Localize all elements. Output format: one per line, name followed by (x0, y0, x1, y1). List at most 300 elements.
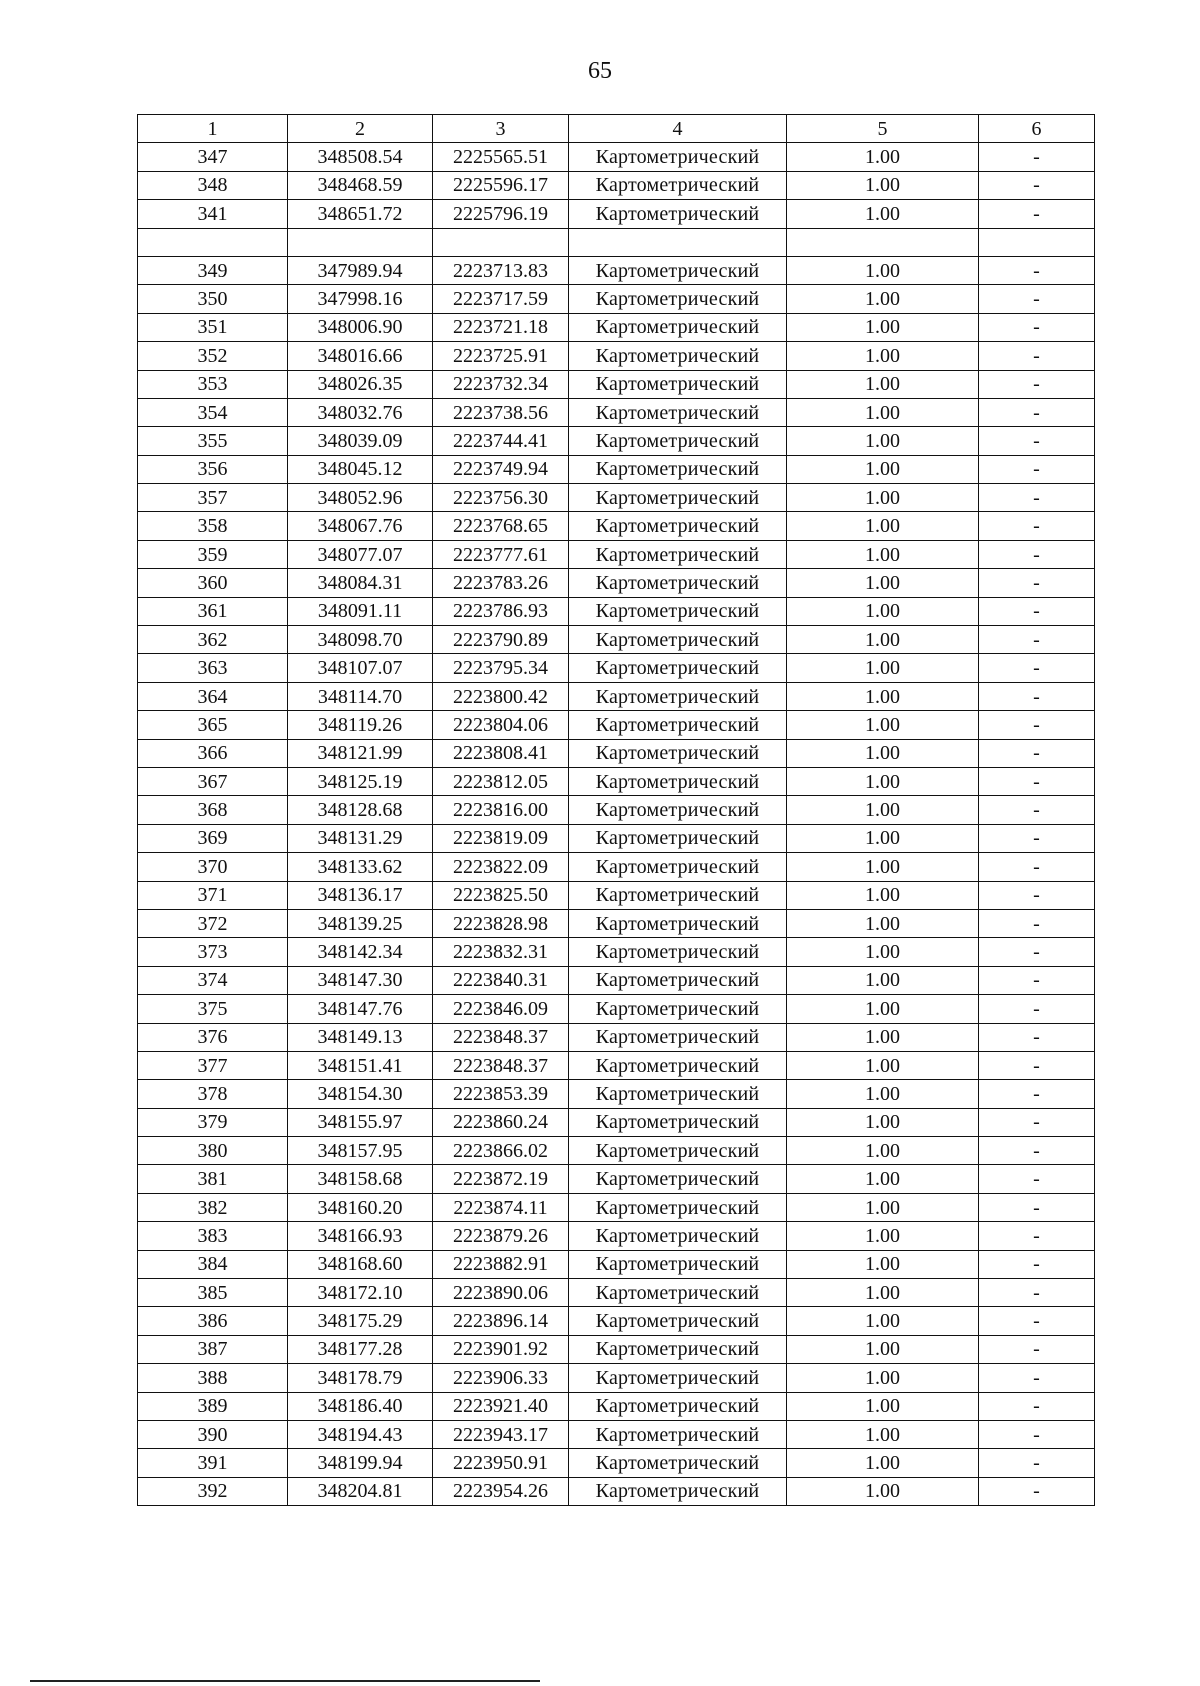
description-cell: - (979, 143, 1095, 171)
accuracy-cell: 1.00 (787, 1080, 979, 1108)
accuracy-cell: 1.00 (787, 342, 979, 370)
method-cell: Картометрический (569, 512, 787, 540)
accuracy-cell: 1.00 (787, 711, 979, 739)
table-row (138, 1250, 1095, 1278)
description-cell: - (979, 938, 1095, 966)
point-number-cell: 366 (138, 739, 288, 767)
method-cell: Картометрический (569, 1193, 787, 1221)
description-cell: - (979, 1250, 1095, 1278)
y-coordinate-cell: 2223860.24 (433, 1108, 569, 1136)
x-coordinate-cell: 347989.94 (288, 256, 433, 284)
x-coordinate-cell: 348006.90 (288, 313, 433, 341)
point-number-cell: 374 (138, 966, 288, 994)
x-coordinate-cell: 348177.28 (288, 1335, 433, 1363)
x-coordinate-cell: 348016.66 (288, 342, 433, 370)
method-cell: Картометрический (569, 256, 787, 284)
description-cell: - (979, 370, 1095, 398)
y-coordinate-cell: 2223738.56 (433, 398, 569, 426)
point-number-cell: 382 (138, 1193, 288, 1221)
column-header-5: 5 (787, 115, 979, 143)
accuracy-cell: 1.00 (787, 767, 979, 795)
y-coordinate-cell: 2223901.92 (433, 1335, 569, 1363)
y-coordinate-cell: 2223954.26 (433, 1477, 569, 1505)
table-row (138, 682, 1095, 710)
point-number-cell: 372 (138, 909, 288, 937)
accuracy-cell: 1.00 (787, 1023, 979, 1051)
method-cell: Картометрический (569, 597, 787, 625)
point-number-cell: 351 (138, 313, 288, 341)
description-cell: - (979, 171, 1095, 199)
y-coordinate-cell: 2223756.30 (433, 484, 569, 512)
y-coordinate-cell: 2223768.65 (433, 512, 569, 540)
point-number-cell: 390 (138, 1420, 288, 1448)
accuracy-cell: 1.00 (787, 995, 979, 1023)
table-row (138, 313, 1095, 341)
description-cell: - (979, 1222, 1095, 1250)
description-cell: - (979, 881, 1095, 909)
method-cell: Картометрический (569, 1364, 787, 1392)
accuracy-cell: 1.00 (787, 1137, 979, 1165)
accuracy-cell: 1.00 (787, 1279, 979, 1307)
accuracy-cell: 1.00 (787, 427, 979, 455)
y-coordinate-cell: 2223848.37 (433, 1051, 569, 1079)
y-coordinate-cell: 2223822.09 (433, 853, 569, 881)
y-coordinate-cell: 2223896.14 (433, 1307, 569, 1335)
y-coordinate-cell: 2225565.51 (433, 143, 569, 171)
accuracy-cell: 1.00 (787, 1165, 979, 1193)
description-cell: - (979, 739, 1095, 767)
point-number-cell: 392 (138, 1477, 288, 1505)
method-cell: Картометрический (569, 1165, 787, 1193)
table-row (138, 1193, 1095, 1221)
table-row (138, 1420, 1095, 1448)
method-cell: Картометрический (569, 171, 787, 199)
y-coordinate-cell: 2223744.41 (433, 427, 569, 455)
point-number-cell (138, 228, 288, 256)
x-coordinate-cell: 348186.40 (288, 1392, 433, 1420)
point-number-cell: 389 (138, 1392, 288, 1420)
x-coordinate-cell: 348107.07 (288, 654, 433, 682)
accuracy-cell (787, 228, 979, 256)
x-coordinate-cell: 348131.29 (288, 824, 433, 852)
method-cell: Картометрический (569, 796, 787, 824)
method-cell: Картометрический (569, 909, 787, 937)
accuracy-cell: 1.00 (787, 1477, 979, 1505)
table-row (138, 796, 1095, 824)
table-row (138, 228, 1095, 256)
x-coordinate-cell (288, 228, 433, 256)
table-row (138, 711, 1095, 739)
point-number-cell: 360 (138, 569, 288, 597)
x-coordinate-cell: 348133.62 (288, 853, 433, 881)
x-coordinate-cell: 348149.13 (288, 1023, 433, 1051)
method-cell: Картометрический (569, 767, 787, 795)
accuracy-cell: 1.00 (787, 540, 979, 568)
table-row (138, 200, 1095, 228)
description-cell: - (979, 626, 1095, 654)
point-number-cell: 388 (138, 1364, 288, 1392)
accuracy-cell: 1.00 (787, 143, 979, 171)
table-row (138, 1449, 1095, 1477)
description-cell: - (979, 313, 1095, 341)
y-coordinate-cell: 2223853.39 (433, 1080, 569, 1108)
table-row (138, 995, 1095, 1023)
method-cell: Картометрический (569, 455, 787, 483)
accuracy-cell: 1.00 (787, 682, 979, 710)
accuracy-cell: 1.00 (787, 796, 979, 824)
y-coordinate-cell: 2223786.93 (433, 597, 569, 625)
y-coordinate-cell: 2223874.11 (433, 1193, 569, 1221)
point-number-cell: 348 (138, 171, 288, 199)
point-number-cell: 349 (138, 256, 288, 284)
accuracy-cell: 1.00 (787, 569, 979, 597)
x-coordinate-cell: 348508.54 (288, 143, 433, 171)
description-cell: - (979, 398, 1095, 426)
x-coordinate-cell: 348168.60 (288, 1250, 433, 1278)
table-row (138, 1477, 1095, 1505)
y-coordinate-cell: 2225596.17 (433, 171, 569, 199)
y-coordinate-cell: 2223749.94 (433, 455, 569, 483)
point-number-cell: 362 (138, 626, 288, 654)
accuracy-cell: 1.00 (787, 200, 979, 228)
method-cell: Картометрический (569, 1250, 787, 1278)
x-coordinate-cell: 348155.97 (288, 1108, 433, 1136)
description-cell (979, 228, 1095, 256)
x-coordinate-cell: 348039.09 (288, 427, 433, 455)
table-row (138, 853, 1095, 881)
y-coordinate-cell: 2223882.91 (433, 1250, 569, 1278)
table-row (138, 824, 1095, 852)
description-cell: - (979, 455, 1095, 483)
x-coordinate-cell: 348032.76 (288, 398, 433, 426)
y-coordinate-cell: 2223906.33 (433, 1364, 569, 1392)
table-row (138, 455, 1095, 483)
column-header-4: 4 (569, 115, 787, 143)
y-coordinate-cell: 2223943.17 (433, 1420, 569, 1448)
description-cell: - (979, 796, 1095, 824)
x-coordinate-cell: 348077.07 (288, 540, 433, 568)
point-number-cell: 386 (138, 1307, 288, 1335)
x-coordinate-cell: 348084.31 (288, 569, 433, 597)
method-cell: Картометрический (569, 1392, 787, 1420)
y-coordinate-cell: 2223816.00 (433, 796, 569, 824)
method-cell: Картометрический (569, 342, 787, 370)
description-cell: - (979, 824, 1095, 852)
accuracy-cell: 1.00 (787, 597, 979, 625)
point-number-cell: 380 (138, 1137, 288, 1165)
accuracy-cell: 1.00 (787, 966, 979, 994)
accuracy-cell: 1.00 (787, 1335, 979, 1363)
x-coordinate-cell: 348139.25 (288, 909, 433, 937)
point-number-cell: 385 (138, 1279, 288, 1307)
x-coordinate-cell: 348125.19 (288, 767, 433, 795)
footer-divider (30, 1680, 540, 1682)
y-coordinate-cell: 2223713.83 (433, 256, 569, 284)
accuracy-cell: 1.00 (787, 512, 979, 540)
point-number-cell: 365 (138, 711, 288, 739)
point-number-cell: 376 (138, 1023, 288, 1051)
y-coordinate-cell: 2223866.02 (433, 1137, 569, 1165)
accuracy-cell: 1.00 (787, 938, 979, 966)
description-cell: - (979, 512, 1095, 540)
accuracy-cell: 1.00 (787, 171, 979, 199)
description-cell: - (979, 853, 1095, 881)
x-coordinate-cell: 348194.43 (288, 1420, 433, 1448)
description-cell: - (979, 1023, 1095, 1051)
x-coordinate-cell: 348651.72 (288, 200, 433, 228)
x-coordinate-cell: 348147.76 (288, 995, 433, 1023)
x-coordinate-cell: 348204.81 (288, 1477, 433, 1505)
method-cell: Картометрический (569, 143, 787, 171)
y-coordinate-cell: 2223921.40 (433, 1392, 569, 1420)
description-cell: - (979, 540, 1095, 568)
accuracy-cell: 1.00 (787, 1307, 979, 1335)
method-cell: Картометрический (569, 966, 787, 994)
table-row (138, 597, 1095, 625)
method-cell: Картометрический (569, 1023, 787, 1051)
table-row (138, 398, 1095, 426)
x-coordinate-cell: 348067.76 (288, 512, 433, 540)
y-coordinate-cell: 2223950.91 (433, 1449, 569, 1477)
x-coordinate-cell: 347998.16 (288, 285, 433, 313)
method-cell: Картометрический (569, 995, 787, 1023)
accuracy-cell: 1.00 (787, 654, 979, 682)
accuracy-cell: 1.00 (787, 909, 979, 937)
x-coordinate-cell: 348045.12 (288, 455, 433, 483)
point-number-cell: 350 (138, 285, 288, 313)
table-row (138, 1392, 1095, 1420)
description-cell: - (979, 1108, 1095, 1136)
accuracy-cell: 1.00 (787, 853, 979, 881)
description-cell: - (979, 285, 1095, 313)
y-coordinate-cell: 2223721.18 (433, 313, 569, 341)
x-coordinate-cell: 348178.79 (288, 1364, 433, 1392)
y-coordinate-cell: 2223832.31 (433, 938, 569, 966)
table-row (138, 909, 1095, 937)
description-cell: - (979, 1080, 1095, 1108)
description-cell: - (979, 682, 1095, 710)
column-header-6: 6 (979, 115, 1095, 143)
accuracy-cell: 1.00 (787, 1193, 979, 1221)
table-row (138, 1108, 1095, 1136)
description-cell: - (979, 1392, 1095, 1420)
y-coordinate-cell: 2223812.05 (433, 767, 569, 795)
description-cell: - (979, 1449, 1095, 1477)
table-row (138, 1222, 1095, 1250)
description-cell: - (979, 909, 1095, 937)
description-cell: - (979, 1137, 1095, 1165)
point-number-cell: 391 (138, 1449, 288, 1477)
accuracy-cell: 1.00 (787, 881, 979, 909)
method-cell: Картометрический (569, 853, 787, 881)
description-cell: - (979, 1193, 1095, 1221)
description-cell: - (979, 1307, 1095, 1335)
method-cell: Картометрический (569, 1222, 787, 1250)
table-row (138, 484, 1095, 512)
description-cell: - (979, 1279, 1095, 1307)
description-cell: - (979, 427, 1095, 455)
y-coordinate-cell: 2223840.31 (433, 966, 569, 994)
method-cell: Картометрический (569, 1420, 787, 1448)
x-coordinate-cell: 348114.70 (288, 682, 433, 710)
point-number-cell: 377 (138, 1051, 288, 1079)
point-number-cell: 364 (138, 682, 288, 710)
table-row (138, 143, 1095, 171)
method-cell: Картометрический (569, 484, 787, 512)
point-number-cell: 363 (138, 654, 288, 682)
method-cell: Картометрический (569, 285, 787, 313)
description-cell: - (979, 767, 1095, 795)
x-coordinate-cell: 348142.34 (288, 938, 433, 966)
method-cell: Картометрический (569, 200, 787, 228)
y-coordinate-cell (433, 228, 569, 256)
accuracy-cell: 1.00 (787, 1051, 979, 1079)
table-body (138, 143, 1095, 1506)
table-row (138, 1279, 1095, 1307)
description-cell: - (979, 200, 1095, 228)
y-coordinate-cell: 2223879.26 (433, 1222, 569, 1250)
x-coordinate-cell: 348160.20 (288, 1193, 433, 1221)
x-coordinate-cell: 348119.26 (288, 711, 433, 739)
table-row (138, 540, 1095, 568)
accuracy-cell: 1.00 (787, 739, 979, 767)
column-header-3: 3 (433, 115, 569, 143)
x-coordinate-cell: 348091.11 (288, 597, 433, 625)
point-number-cell: 358 (138, 512, 288, 540)
description-cell: - (979, 1335, 1095, 1363)
point-number-cell: 359 (138, 540, 288, 568)
table-row (138, 966, 1095, 994)
method-cell: Картометрический (569, 398, 787, 426)
y-coordinate-cell: 2223790.89 (433, 626, 569, 654)
point-number-cell: 384 (138, 1250, 288, 1278)
point-number-cell: 352 (138, 342, 288, 370)
y-coordinate-cell: 2225796.19 (433, 200, 569, 228)
table-row (138, 739, 1095, 767)
point-number-cell: 373 (138, 938, 288, 966)
x-coordinate-cell: 348151.41 (288, 1051, 433, 1079)
x-coordinate-cell: 348128.68 (288, 796, 433, 824)
x-coordinate-cell: 348158.68 (288, 1165, 433, 1193)
point-number-cell: 354 (138, 398, 288, 426)
table-row (138, 256, 1095, 284)
y-coordinate-cell: 2223819.09 (433, 824, 569, 852)
point-number-cell: 381 (138, 1165, 288, 1193)
point-number-cell: 356 (138, 455, 288, 483)
table-row (138, 1307, 1095, 1335)
point-number-cell: 347 (138, 143, 288, 171)
method-cell: Картометрический (569, 540, 787, 568)
accuracy-cell: 1.00 (787, 1222, 979, 1250)
x-coordinate-cell: 348172.10 (288, 1279, 433, 1307)
x-coordinate-cell: 348052.96 (288, 484, 433, 512)
table-row (138, 881, 1095, 909)
y-coordinate-cell: 2223800.42 (433, 682, 569, 710)
x-coordinate-cell: 348157.95 (288, 1137, 433, 1165)
accuracy-cell: 1.00 (787, 1364, 979, 1392)
accuracy-cell: 1.00 (787, 398, 979, 426)
y-coordinate-cell: 2223846.09 (433, 995, 569, 1023)
x-coordinate-cell: 348121.99 (288, 739, 433, 767)
table-row (138, 767, 1095, 795)
method-cell: Картометрический (569, 1477, 787, 1505)
accuracy-cell: 1.00 (787, 626, 979, 654)
description-cell: - (979, 1477, 1095, 1505)
y-coordinate-cell: 2223872.19 (433, 1165, 569, 1193)
description-cell: - (979, 654, 1095, 682)
method-cell: Картометрический (569, 739, 787, 767)
method-cell: Картометрический (569, 824, 787, 852)
point-number-cell: 369 (138, 824, 288, 852)
table-row (138, 512, 1095, 540)
y-coordinate-cell: 2223725.91 (433, 342, 569, 370)
x-coordinate-cell: 348026.35 (288, 370, 433, 398)
y-coordinate-cell: 2223808.41 (433, 739, 569, 767)
table-row (138, 626, 1095, 654)
point-number-cell: 371 (138, 881, 288, 909)
point-number-cell: 378 (138, 1080, 288, 1108)
point-number-cell: 370 (138, 853, 288, 881)
method-cell: Картометрический (569, 1108, 787, 1136)
accuracy-cell: 1.00 (787, 824, 979, 852)
description-cell: - (979, 995, 1095, 1023)
point-number-cell: 353 (138, 370, 288, 398)
accuracy-cell: 1.00 (787, 285, 979, 313)
table-row (138, 569, 1095, 597)
table-row (138, 1051, 1095, 1079)
description-cell: - (979, 484, 1095, 512)
coordinates-table (137, 114, 1095, 1506)
method-cell: Картометрический (569, 569, 787, 597)
accuracy-cell: 1.00 (787, 370, 979, 398)
description-cell: - (979, 711, 1095, 739)
description-cell: - (979, 597, 1095, 625)
description-cell: - (979, 342, 1095, 370)
accuracy-cell: 1.00 (787, 1392, 979, 1420)
y-coordinate-cell: 2223890.06 (433, 1279, 569, 1307)
x-coordinate-cell: 348154.30 (288, 1080, 433, 1108)
method-cell: Картометрический (569, 1137, 787, 1165)
method-cell: Картометрический (569, 1449, 787, 1477)
x-coordinate-cell: 348136.17 (288, 881, 433, 909)
description-cell: - (979, 1364, 1095, 1392)
description-cell: - (979, 1165, 1095, 1193)
column-header-1: 1 (138, 115, 288, 143)
method-cell: Картометрический (569, 938, 787, 966)
table-row (138, 1080, 1095, 1108)
x-coordinate-cell: 348147.30 (288, 966, 433, 994)
page-number: 65 (588, 58, 612, 84)
method-cell: Картометрический (569, 427, 787, 455)
y-coordinate-cell: 2223783.26 (433, 569, 569, 597)
table-row (138, 370, 1095, 398)
description-cell: - (979, 569, 1095, 597)
table-row (138, 1165, 1095, 1193)
accuracy-cell: 1.00 (787, 484, 979, 512)
y-coordinate-cell: 2223848.37 (433, 1023, 569, 1051)
method-cell: Картометрический (569, 1335, 787, 1363)
accuracy-cell: 1.00 (787, 455, 979, 483)
table-row (138, 654, 1095, 682)
table-row (138, 1335, 1095, 1363)
y-coordinate-cell: 2223804.06 (433, 711, 569, 739)
accuracy-cell: 1.00 (787, 256, 979, 284)
description-cell: - (979, 256, 1095, 284)
table-row (138, 171, 1095, 199)
description-cell: - (979, 1051, 1095, 1079)
table-row (138, 342, 1095, 370)
point-number-cell: 357 (138, 484, 288, 512)
